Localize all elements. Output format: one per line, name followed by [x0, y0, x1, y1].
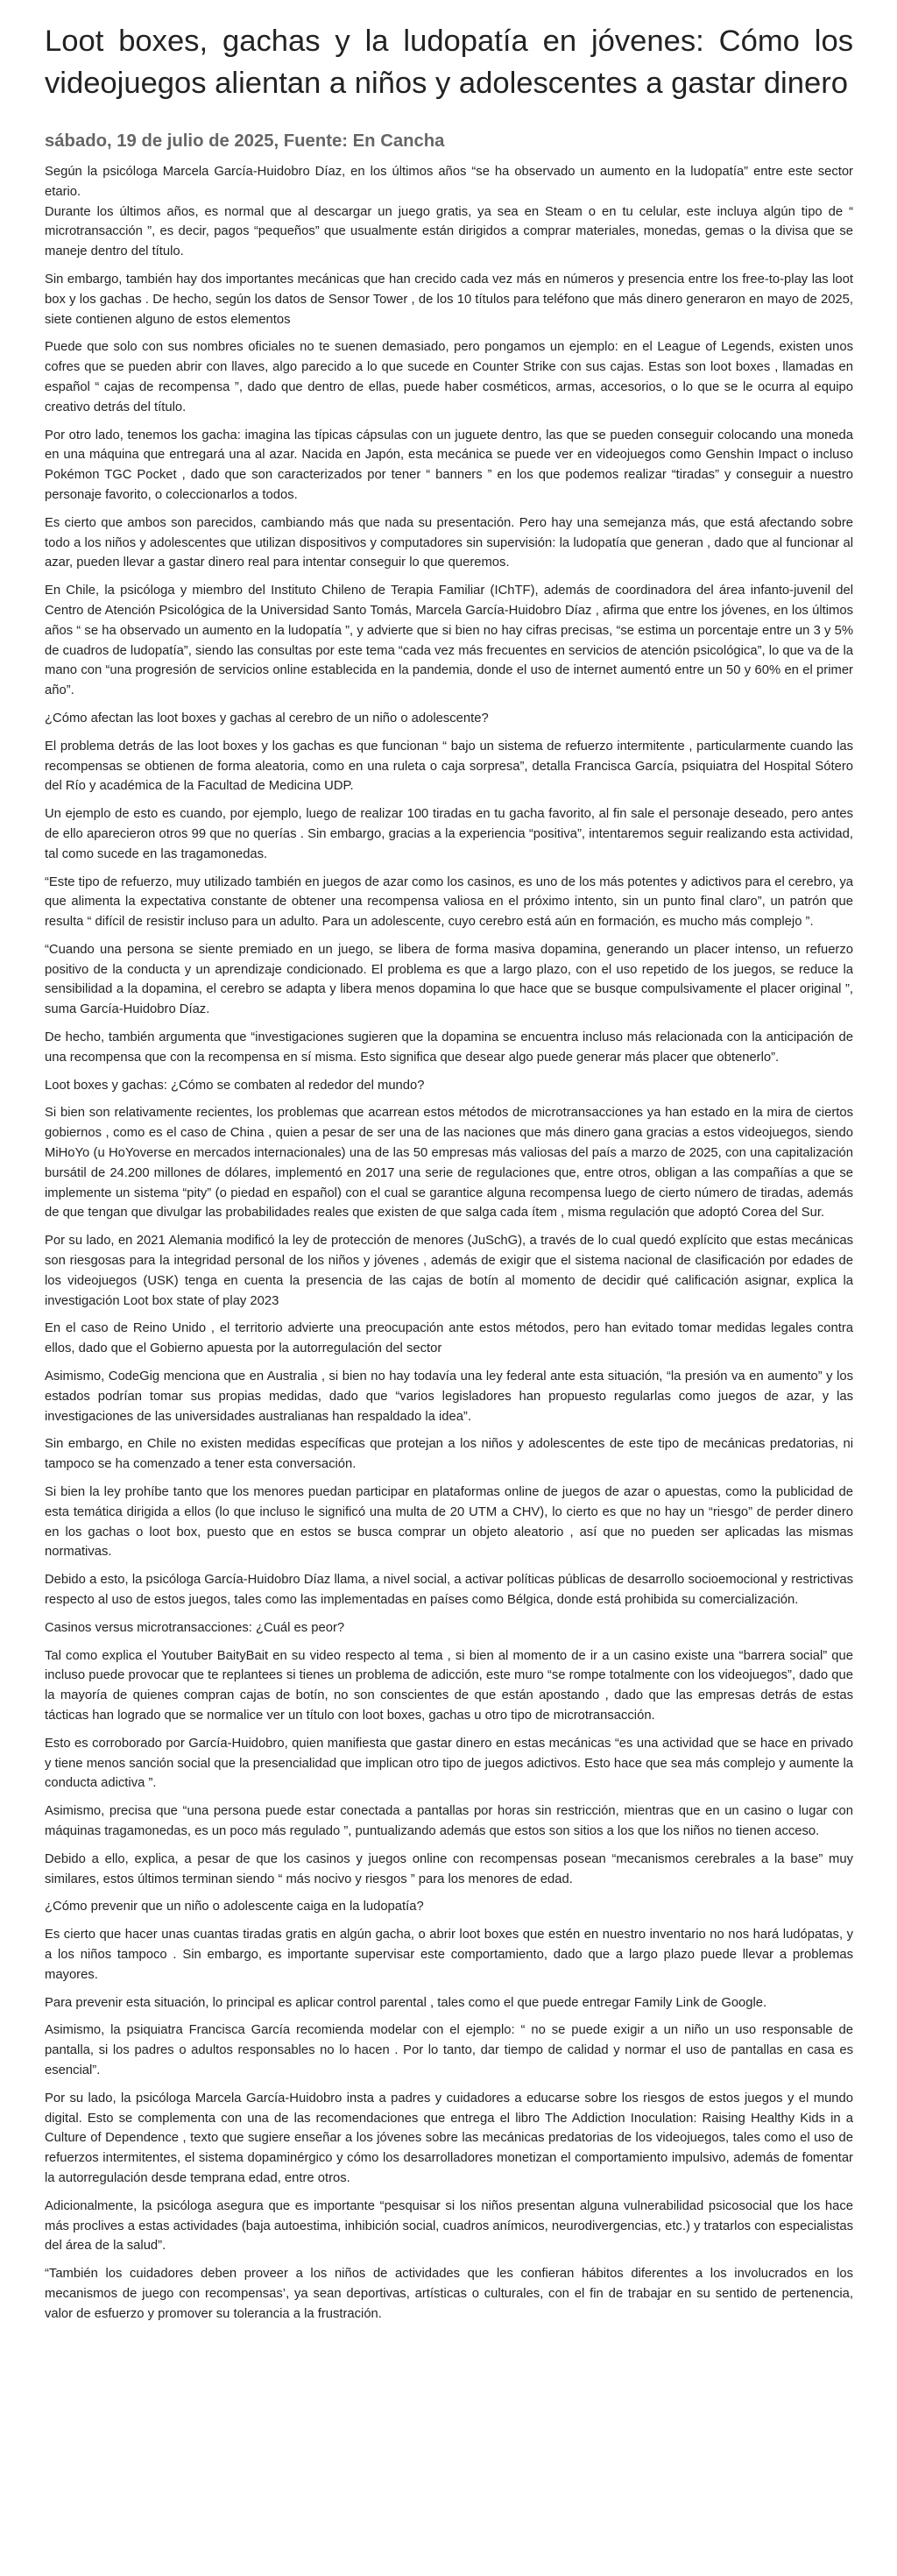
- article-paragraph: Esto es corroborado por García-Huidobro, quien manifiesta que gastar dinero en estas mecánicas “es una actividad que se hace en privado y tiene menos sanción social que la presencialidad que implican otro tipo de juegos adictivos. Esto hace que sea más complejo y aumente la conducta adictiva ”.: [45, 1736, 853, 1791]
- article-paragraph: Por su lado, la psicóloga Marcela García-Huidobro insta a padres y cuidadores a educarse sobre los riesgos de estos juegos y el mundo digital. Esto se complementa con una de las recomendaciones que entrega el libro The Addiction Inoculation: Raising Healthy Kids in a Culture of Dependence , texto que sugiere enseñar a los jóvenes sobre las mecánicas predatorias de los videojuegos, tales como el uso de refuerzos intermitentes, el sistema dopaminérgico y cómo los desarrolladores monetizan el comportamiento impulsivo, además de fomentar la autorregulación desde temprana edad, entre otros.: [45, 2091, 853, 2185]
- article-paragraph: Debido a esto, la psicóloga García-Huidobro Díaz llama, a nivel social, a activar políticas públicas de desarrollo socioemocional y restrictivas respecto al uso de estos juegos, tales como las implementadas en países como Bélgica, donde está prohibida su comercialización.: [45, 1573, 853, 1607]
- article-paragraph: Si bien son relativamente recientes, los problemas que acarrean estos métodos de microtransacciones ya han estado en la mira de ciertos gobiernos , como es el caso de China , quien a pesar de ser una de las naciones que más dinero gana gracias a estos videojuegos, siendo MiHoYo (u HoYoverse en mercados internacionales) una de las 50 empresas más valiosas del país a marzo de 2025, con una capitalización bursátil de 24.200 millones de dólares, implementó en 2017 una serie de regulaciones que, entre otros, obligan a las compañías a que se implemente un sistema “pity” (o piedad en español) con el cual se garantice alguna recompensa luego de cierto número de tiradas, además de que tengan que divulgar las probabilidades reales que existen de que salga cada ítem , misma regulación que adoptó Corea del Sur.: [45, 1106, 853, 1221]
- article-paragraph: Para prevenir esta situación, lo principal es aplicar control parental , tales como el que puede entregar Family Link de Google.: [45, 1995, 767, 2010]
- article-paragraph: ¿Cómo prevenir que un niño o adolescente caiga en la ludopatía?: [45, 1900, 424, 1914]
- article-paragraph: En el caso de Reino Unido , el territorio advierte una preocupación ante estos métodos, pero han evitado tomar medidas legales contra ellos, dado que el Gobierno apuesta por la autorregulación del sector: [45, 1321, 853, 1356]
- article-paragraph: Asimismo, la psiquiatra Francisca García recomienda modelar con el ejemplo: “ no se puede exigir a un niño un uso responsable de pantalla, si los padres o adultos responsables no lo hacen . Por lo tanto, dar tiempo de calidad y normar el uso de pantallas en casa es esencial”.: [45, 2023, 853, 2077]
- article-paragraph: Según la psicóloga Marcela García-Huidobro Díaz, en los últimos años “se ha observado un aumento en la ludopatía” entre este sector etario. Durante los últimos años, es normal que al descargar un juego gratis, ya sea en Steam o en tu celular, este incluya algún tipo de “ microtransacción ”, es decir, pagos “pequeños” que usualmente están dirigidos a comprar materiales, monedas, gemas o la divisa que se maneje dentro del título.: [45, 165, 853, 259]
- article-paragraph: Debido a ello, explica, a pesar de que los casinos y juegos online con recompensas posean “mecanismos cerebrales a la base” muy similares, estos últimos terminan siendo “ más nocivo y riesgos ” para los menores de edad.: [45, 1851, 853, 1886]
- article-paragraph: Loot boxes y gachas: ¿Cómo se combaten al rededor del mundo?: [45, 1078, 425, 1093]
- article-paragraph: Sin embargo, también hay dos importantes mecánicas que han crecido cada vez más en números y presencia entre los free-to-play las loot box y los gachas . De hecho, según los datos de Sensor Tower , de los 10 títulos para teléfono que más dinero generaron en mayo de 2025, siete contienen alguno de estos elementos: [45, 272, 853, 327]
- article-body: [45, 162, 853, 2325]
- article-paragraph: De hecho, también argumenta que “investigaciones sugieren que la dopamina se encuentra incluso más relacionada con la anticipación de una recompensa que con la recompensa en sí misma. Esto significa que desear algo puede generar más placer que obtenerlo”.: [45, 1030, 853, 1065]
- article-paragraph: Asimismo, CodeGig menciona que en Australia , si bien no hay todavía una ley federal ante esta situación, “la presión va en aumento” y los estados podrían tomar sus propias medidas, dado que “varios legisladores han propuesto regularlas como juegos de azar, y las investigaciones de las universidades australianas han respaldado la idea”.: [45, 1369, 853, 1424]
- article-paragraph: Por otro lado, tenemos los gacha: imagina las típicas cápsulas con un juguete dentro, las que se pueden conseguir colocando una moneda en una máquina que entregará una al azar. Nacida en Japón, esta mecánica se puede ver en videojuegos como Genshin Impact o incluso Pokémon TGC Pocket , dado que son caracterizados por tener “ banners ” en los que podemos realizar “tiradas” y conseguir a nuestro personaje favorito, o coleccionarlos a todos.: [45, 428, 853, 502]
- article-paragraph: Casinos versus microtransacciones: ¿Cuál es peor?: [45, 1620, 345, 1635]
- article-paragraph: Asimismo, precisa que “una persona puede estar conectada a pantallas por horas sin restricción, mientras que en un casino o lugar con máquinas tragamonedas, es un poco más regulado ”, puntualizando además que estos son sitios a los que los niños no tienen acceso.: [45, 1804, 853, 1838]
- article-title: Loot boxes, gachas y la ludopatía en jóvenes: Cómo los videojuegos alientan a niños y adolescentes a gastar dinero: [45, 25, 853, 100]
- article-meta: sábado, 19 de julio de 2025, Fuente: En Cancha: [45, 131, 445, 151]
- article-paragraph: Adicionalmente, la psicóloga asegura que es importante “pesquisar si los niños presentan alguna vulnerabilidad psicosocial que los hace más proclives a estas actividades (baja autoestima, inhibición social, cuadros anímicos, neurodivergencias, etc.) y tratarlos con especialistas del área de la salud”.: [45, 2198, 853, 2254]
- article-paragraph: Sin embargo, en Chile no existen medidas específicas que protejan a los niños y adolescentes de este tipo de mecánicas predatorias, ni tampoco se ha comenzado a tener esta conversación.: [45, 1437, 853, 1472]
- article-paragraph: “También los cuidadores deben proveer a los niños de actividades que les confieran hábitos diferentes a los involucrados en los mecanismos de juego con recompensas’, ya sean deportivas, artísticas o culturales, con el fin de trabajar en su sentido de pertenencia, valor de esfuerzo y promover su tolerancia a la frustración.: [45, 2267, 853, 2321]
- article-paragraph: Por su lado, en 2021 Alemania modificó la ley de protección de menores (JuSchG), a través de lo cual quedó explícito que estas mecánicas son riesgosas para la integridad personal de los niños y jóvenes , además de exigir que el sistema nacional de clasificación por edades de los videojuegos (USK) tenga en cuenta la presencia de las cajas de botín al momento de decidir qué calificación asignar, explica la investigación Loot box state of play 2023: [45, 1234, 853, 1308]
- article-paragraph: Un ejemplo de esto es cuando, por ejemplo, luego de realizar 100 tiradas en tu gacha favorito, al fin sale el personaje deseado, pero antes de ello aparecieron otros 99 que no querías . Sin embargo, gracias a la experiencia “positiva”, intentaremos seguir realizando esta actividad, tal como sucede en las tragamonedas.: [45, 807, 853, 861]
- article-paragraph: En Chile, la psicóloga y miembro del Instituto Chileno de Terapia Familiar (IChTF), además de coordinadora del área infanto-juvenil del Centro de Atención Psicológica de la Universidad Santo Tomás, Marcela García-Huidobro Díaz , afirma que entre los jóvenes, en los últimos años “ se ha observado un aumento en la ludopatía ”, y advierte que si bien no hay cifras precisas, “se estima un porcentaje entre un 3 y 5% de cuadros de ludopatía”, siendo las consultas por este tema “cada vez más frecuentes en servicios de atención psicológica”, lo que va de la mano con “una progresión de servicios online establecida en la pandemia, donde el uso de internet aumentó entre un 50 y 60% en el primer año”.: [45, 584, 853, 698]
- article-paragraph: Tal como explica el Youtuber BaityBait en su video respecto al tema , si bien al momento de ir a un casino existe una “barrera social” que incluso puede provocar que te replantees si tienes un problema de adicción, este muro “se rompe totalmente con los videojuegos”, dado que la mayoría de quienes compran cajas de botín, no son conscientes de que están apostando , dado que las empresas detrás de estas tácticas han logrado que se normalice ver un título con loot boxes, gachas u otro tipo de microtransacción.: [45, 1648, 853, 1723]
- article-paragraph: Si bien la ley prohíbe tanto que los menores puedan participar en plataformas online de juegos de azar o apuestas, como la publicidad de esta temática dirigida a ellos (lo que incluso le significó una multa de 20 UTM a CHV), lo cierto es que no hay un “riesgo” de perder dinero en los gachas o loot box, puesto que en estos se busca comprar un objeto aleatorio , así que no pueden ser aplicadas las mismas normativas.: [45, 1485, 853, 1560]
- article-paragraph: ¿Cómo afectan las loot boxes y gachas al cerebro de un niño o adolescente?: [45, 711, 489, 725]
- article-paragraph: Es cierto que hacer unas cuantas tiradas gratis en algún gacha, o abrir loot boxes que estén en nuestro inventario no nos hará ludópatas, y a los niños tampoco . Sin embargo, es importante supervisar este comportamiento, dado que a largo plazo puede llevar a problemas mayores.: [45, 1928, 853, 1982]
- article-paragraph: “Cuando una persona se siente premiado en un juego, se libera de forma masiva dopamina, generando un placer intenso, un refuerzo positivo de la conducta y un aprendizaje condicionado. El problema es que a largo plazo, con el uso repetido de los juegos, se reduce la sensibilidad a la dopamina, el cerebro se adapta y libera menos dopamina lo que hace que se busque compulsivamente el placer original ”, suma García-Huidobro Díaz.: [45, 942, 853, 1017]
- article-paragraph: “Este tipo de refuerzo, muy utilizado también en juegos de azar como los casinos, es uno de los más potentes y adictivos para el cerebro, ya que alimenta la expectativa constante de obtener una recompensa valiosa en el próximo intento, sin un punto final claro”, un patrón que resulta “ difícil de resistir incluso para un adulto. Para un adolescente, cuyo cerebro está aún en formación, es mucho más complejo ”.: [45, 874, 853, 930]
- article-paragraph: El problema detrás de las loot boxes y los gachas es que funcionan “ bajo un sistema de refuerzo intermitente , particularmente cuando las recompensas se obtienen de forma aleatoria, como en una ruleta o caja sorpresa”, detalla Francisca García, psiquiatra del Hospital Sótero del Río y académica de la Facultad de Medicina UDP.: [45, 739, 853, 794]
- article-paragraph: Puede que solo con sus nombres oficiales no te suenen demasiado, pero pongamos un ejemplo: en el League of Legends, existen unos cofres que se pueden abrir con llaves, algo parecido a lo que sucede en Counter Strike con sus cajas. Estas son loot boxes , llamadas en español “ cajas de recompensa ”, dado que dentro de ellas, puede haber cosméticos, armas, accesorios, o lo que se le ocurra al equipo creativo detrás del título.: [45, 340, 853, 414]
- article-paragraph: Es cierto que ambos son parecidos, cambiando más que nada su presentación. Pero hay una semejanza más, que está afectando sobre todo a los niños y adolescentes que utilizan dispositivos y computadores sin supervisión: la ludopatía que generan , dado que al funcionar al azar, pueden llevar a gastar dinero real para intentar conseguir lo que queremos.: [45, 515, 853, 570]
